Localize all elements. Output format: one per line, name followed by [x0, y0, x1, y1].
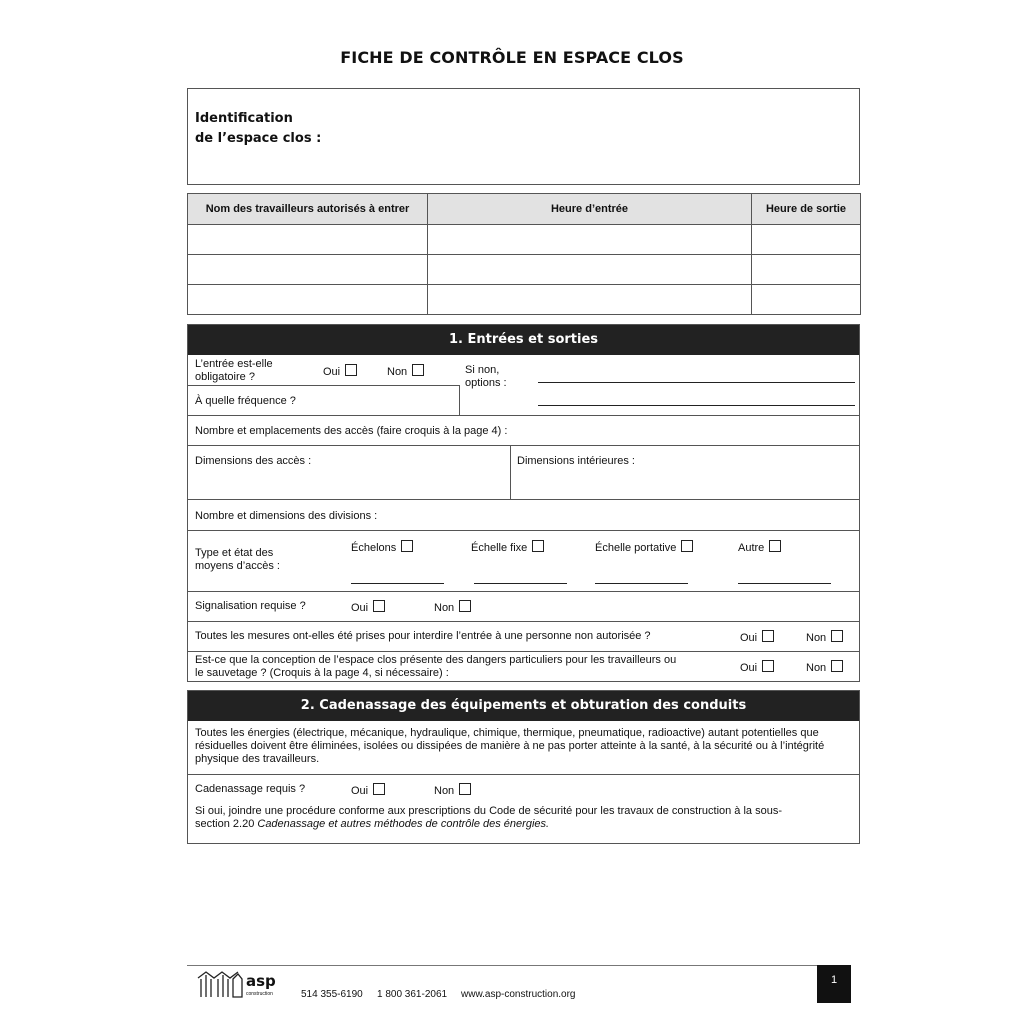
entry-time-cell[interactable]	[428, 285, 752, 315]
procedure-line2	[195, 818, 782, 831]
design-label	[195, 654, 676, 680]
echelons-line[interactable]	[351, 583, 444, 584]
entry-required-oui[interactable]	[323, 364, 357, 379]
measures-oui[interactable]	[740, 630, 774, 645]
non-label: Non	[387, 366, 408, 378]
footer-phone-2: 1 800 361-2061	[377, 989, 448, 1000]
access-type-label	[195, 547, 280, 573]
oui-label: Oui	[351, 785, 369, 797]
option-label: Échelle fixe	[471, 542, 528, 554]
entry-required-non[interactable]	[387, 364, 424, 379]
logo-subtext: construction	[246, 991, 273, 997]
design-line1: Est-ce que la conception de l’espace clos présente des dangers particuliers pour les travailleurs ou	[195, 654, 677, 666]
worker-name-cell[interactable]	[188, 285, 428, 315]
footer-divider	[187, 965, 817, 966]
procedure-text	[195, 805, 782, 831]
procedure-line1: Si oui, joindre une procédure conforme aux prescriptions du Code de sécurité pour les travaux de construction à la sous-	[195, 805, 782, 817]
column-header-workers: Nom des travailleurs autorisés à entrer	[188, 194, 428, 225]
section-1-title: 1. Entrées et sorties	[188, 325, 859, 355]
option-label: Autre	[738, 542, 765, 554]
design-line2: le sauvetage ? (Croquis à la page 4, si nécessaire) :	[195, 667, 449, 679]
option-echelle-portative[interactable]	[595, 540, 693, 555]
section-lockout	[187, 690, 860, 844]
divisions-label: Nombre et dimensions des divisions :	[195, 510, 378, 522]
lockout-oui[interactable]	[351, 783, 385, 798]
checkbox[interactable]	[831, 660, 843, 672]
echelle-fixe-line[interactable]	[474, 583, 567, 584]
identification-label	[195, 109, 321, 149]
worker-name-cell[interactable]	[188, 255, 428, 285]
footer-phone-1: 514 355-6190	[301, 989, 363, 1000]
non-label: Non	[806, 632, 827, 644]
worker-name-cell[interactable]	[188, 225, 428, 255]
checkbox[interactable]	[373, 783, 385, 795]
checkbox[interactable]	[373, 600, 385, 612]
oui-label: Oui	[740, 632, 758, 644]
signage-non[interactable]	[434, 600, 471, 615]
energies-line1: Toutes les énergies (électrique, mécanique, hydraulique, chimique, thermique, pneumatique, radioactive) autant potentielles que	[195, 727, 819, 739]
checkbox[interactable]	[345, 364, 357, 376]
page-title: FICHE DE CONTRÔLE EN ESPACE CLOS	[340, 48, 684, 67]
column-header-entry-time: Heure d’entrée	[428, 194, 752, 225]
table-header-row	[188, 194, 861, 225]
footer-website[interactable]: www.asp-construction.org	[461, 989, 576, 1000]
option-label: Échelle portative	[595, 542, 677, 554]
non-label: Non	[434, 785, 455, 797]
section-entries-exits	[187, 324, 860, 682]
energies-line3: physique des travailleurs.	[195, 753, 320, 765]
echelle-portative-line[interactable]	[595, 583, 688, 584]
options-line-1[interactable]	[538, 382, 855, 383]
si-non-line2: options :	[465, 377, 507, 389]
access-type-line1: Type et état des	[195, 547, 274, 559]
option-echelle-fixe[interactable]	[471, 540, 544, 555]
exit-time-cell[interactable]	[752, 255, 861, 285]
frequency-label: À quelle fréquence ?	[195, 395, 296, 407]
checkbox[interactable]	[762, 630, 774, 642]
page-number: 1	[817, 965, 851, 1003]
si-non-label	[465, 364, 507, 390]
signage-label: Signalisation requise ?	[195, 600, 306, 612]
energies-line2: résiduelles doivent être éliminées, isolées ou dissipées de manière à ne pas porter atteinte à la santé, à la sécurité ou à l’intégrité	[195, 740, 825, 752]
checkbox[interactable]	[459, 783, 471, 795]
checkbox[interactable]	[681, 540, 693, 552]
entry-required-line1: L’entrée est-elle	[195, 358, 273, 370]
measures-non[interactable]	[806, 630, 843, 645]
design-oui[interactable]	[740, 660, 774, 675]
checkbox[interactable]	[831, 630, 843, 642]
checkbox[interactable]	[459, 600, 471, 612]
access-dimensions-label: Dimensions des accès :	[195, 455, 312, 467]
column-header-exit-time: Heure de sortie	[752, 194, 861, 225]
options-line-2[interactable]	[538, 405, 855, 406]
identification-label-line2: de l’espace clos :	[195, 131, 322, 146]
logo-text: asp	[246, 972, 276, 990]
option-autre[interactable]	[738, 540, 781, 555]
identification-box[interactable]	[187, 88, 860, 185]
checkbox[interactable]	[532, 540, 544, 552]
checkbox[interactable]	[401, 540, 413, 552]
exit-time-cell[interactable]	[752, 285, 861, 315]
non-label: Non	[806, 662, 827, 674]
option-echelons[interactable]	[351, 540, 413, 555]
entry-required-line2: obligatoire ?	[195, 371, 255, 383]
checkbox[interactable]	[762, 660, 774, 672]
autre-line[interactable]	[738, 583, 831, 584]
asp-logo-icon	[196, 970, 244, 998]
non-label: Non	[434, 602, 455, 614]
entry-time-cell[interactable]	[428, 225, 752, 255]
interior-dimensions-label: Dimensions intérieures :	[517, 455, 635, 467]
signage-oui[interactable]	[351, 600, 385, 615]
checkbox[interactable]	[412, 364, 424, 376]
lockout-label: Cadenassage requis ?	[195, 783, 306, 795]
checkbox[interactable]	[769, 540, 781, 552]
oui-label: Oui	[323, 366, 341, 378]
table-row	[188, 225, 861, 255]
lockout-non[interactable]	[434, 783, 471, 798]
design-non[interactable]	[806, 660, 843, 675]
entry-required-label	[195, 358, 273, 384]
accesses-label: Nombre et emplacements des accès (faire croquis à la page 4) :	[195, 425, 508, 437]
asp-logo	[196, 970, 286, 1000]
measures-label: Toutes les mesures ont-elles été prises pour interdire l’entrée à une personne non autorisée ?	[195, 630, 651, 642]
section-2-title: 2. Cadenassage des équipements et obturation des conduits	[188, 691, 859, 721]
workers-table	[187, 193, 861, 315]
procedure-line2-plain: section 2.20	[195, 818, 258, 830]
access-type-line2: moyens d’accès :	[195, 560, 280, 572]
oui-label: Oui	[351, 602, 369, 614]
table-row	[188, 255, 861, 285]
exit-time-cell[interactable]	[752, 225, 861, 255]
option-label: Échelons	[351, 542, 397, 554]
procedure-line2-italic: Cadenassage et autres méthodes de contrôle des énergies.	[257, 818, 550, 830]
si-non-line1: Si non,	[465, 364, 500, 376]
oui-label: Oui	[740, 662, 758, 674]
entry-time-cell[interactable]	[428, 255, 752, 285]
energies-text	[195, 727, 824, 766]
identification-label-line1: Identification	[195, 111, 293, 126]
table-row	[188, 285, 861, 315]
